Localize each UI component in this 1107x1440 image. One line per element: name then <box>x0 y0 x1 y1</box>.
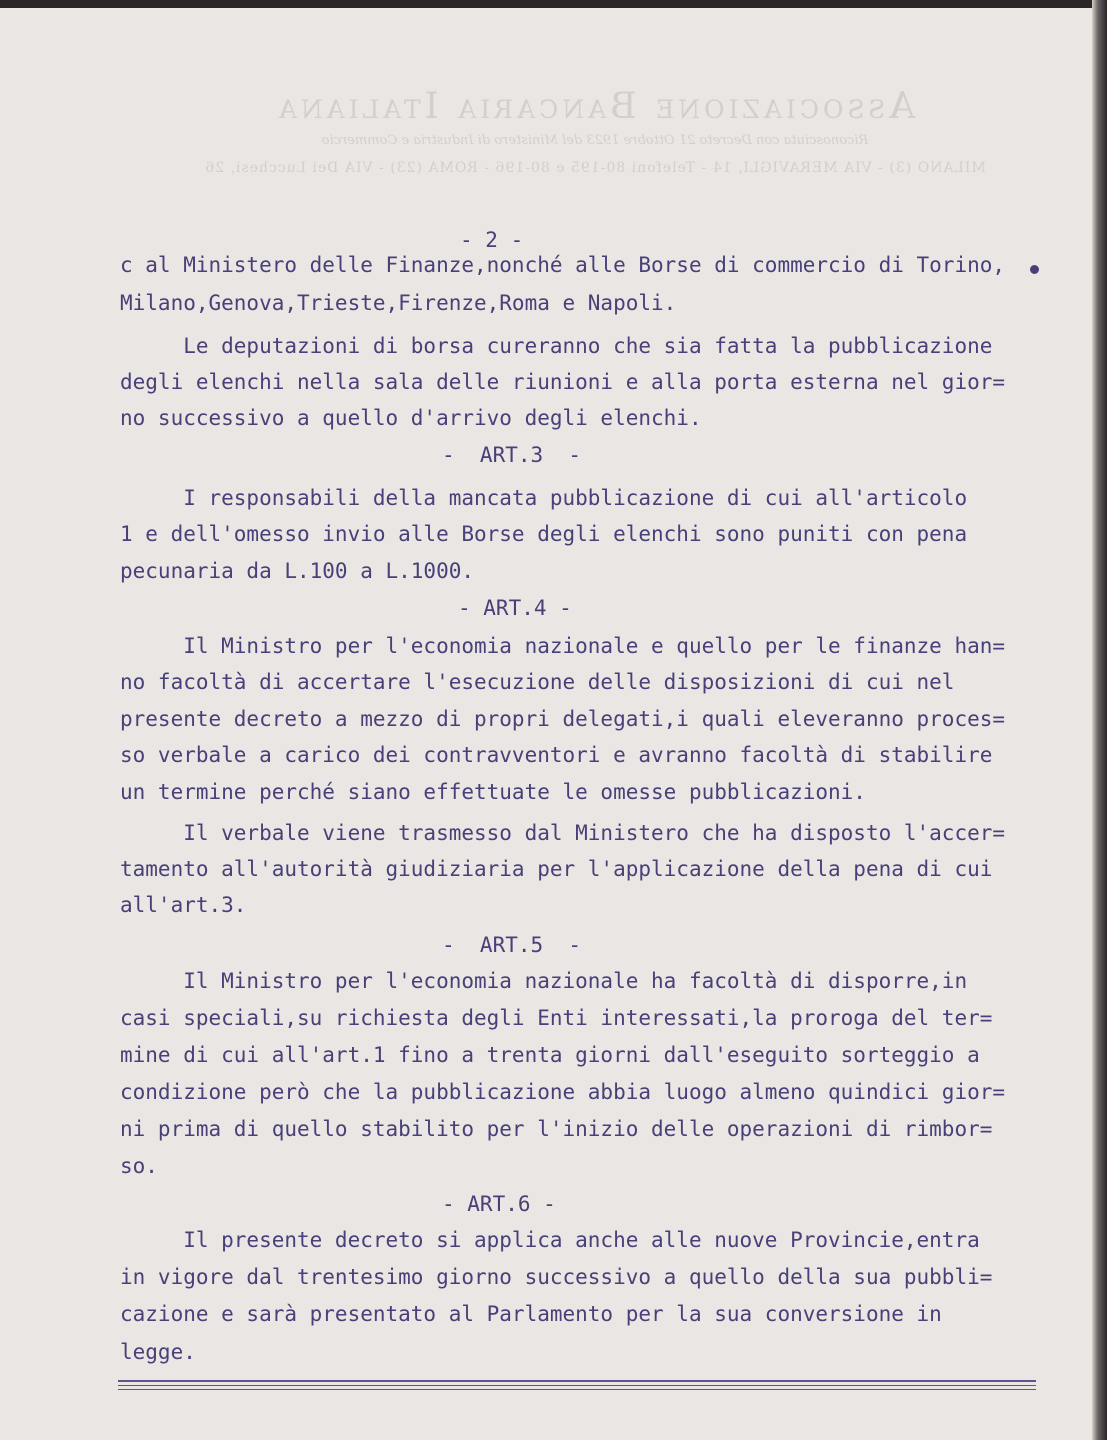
text-line: ni prima di quello stabilito per l'inizio delle operazioni di rimbor= <box>120 1117 993 1141</box>
text-line: no facoltà di accertare l'esecuzione delle disposizioni di cui nel <box>120 670 955 694</box>
text-line: Il presente decreto si applica anche alle nuove Provincie,entra <box>120 1228 980 1252</box>
text-line: degli elenchi nella sala delle riunioni e alla porta esterna nel gior= <box>120 370 1006 394</box>
text-line: so verbale a carico dei contravventori e avranno facoltà di stabilire <box>120 743 993 767</box>
text-line: no successivo a quello d'arrivo degli elenchi. <box>120 406 702 430</box>
text-line: c al Ministero delle Finanze,nonché alle Borse di commercio di Torino, <box>120 253 1006 277</box>
letterhead-subtitle: Riconosciuta con Decreto 21 Ottobre 1923 del Ministero di Industria e Commercio <box>321 133 869 148</box>
article-heading-6: - ART.6 - <box>442 1192 556 1216</box>
binding-edge <box>1092 0 1107 1440</box>
text-line: Il Ministro per l'economia nazionale e quello per le finanze han= <box>120 634 1006 658</box>
text-line: condizione però che la pubblicazione abbia luogo almeno quindici gior= <box>120 1080 1006 1104</box>
text-line: presente decreto a mezzo di propri delegati,i quali eleveranno proces= <box>120 707 1006 731</box>
text-line: legge. <box>120 1340 196 1364</box>
closing-rule <box>118 1389 1036 1390</box>
article-heading-4: - ART.4 - <box>458 596 572 620</box>
text-line: cazione e sarà presentato al Parlamento per la sua conversione in <box>120 1302 942 1326</box>
text-line: 1 e dell'omesso invio alle Borse degli elenchi sono puniti con pena <box>120 522 968 546</box>
ink-blot <box>1030 265 1039 274</box>
text-line: tamento all'autorità giudiziaria per l'applicazione della pena di cui <box>120 857 993 881</box>
text-line: all'art.3. <box>120 893 247 917</box>
letterhead-address: MILANO (3) - VIA MERAVIGLI, 14 - Telefoni 80-195 e 80-196 - ROMA (23) - VIA Dei Lucchesi, 26 <box>204 160 986 176</box>
text-line: mine di cui all'art.1 fino a trenta giorni dall'eseguito sorteggio a <box>120 1043 980 1067</box>
text-line: so. <box>120 1154 158 1178</box>
document-page <box>0 8 1092 1440</box>
text-line: Il verbale viene trasmesso dal Ministero che ha disposto l'accer= <box>120 821 1006 845</box>
text-line: Milano,Genova,Trieste,Firenze,Roma e Napoli. <box>120 291 677 315</box>
article-heading-3: - ART.3 - <box>442 443 582 467</box>
text-line: I responsabili della mancata pubblicazione di cui all'articolo <box>120 486 968 510</box>
text-line: casi speciali,su richiesta degli Enti interessati,la proroga del ter= <box>120 1006 993 1030</box>
text-line: in vigore dal trentesimo giorno successivo a quello della sua pubbli= <box>120 1265 993 1289</box>
letterhead-bleedthrough <box>150 86 1040 176</box>
closing-rule <box>118 1380 1036 1382</box>
text-line: pecunaria da L.100 a L.1000. <box>120 559 475 583</box>
text-line: un termine perché siano effettuate le omesse pubblicazioni. <box>120 780 866 804</box>
text-line: Le deputazioni di borsa cureranno che sia fatta la pubblicazione <box>120 334 993 358</box>
closing-rule <box>118 1385 1036 1386</box>
text-line: Il Ministro per l'economia nazionale ha facoltà di disporre,in <box>120 969 968 993</box>
article-heading-5: - ART.5 - <box>442 933 582 957</box>
page-number: - 2 - <box>460 228 524 252</box>
letterhead-name: Associazione Bancaria Italiana <box>274 86 916 127</box>
